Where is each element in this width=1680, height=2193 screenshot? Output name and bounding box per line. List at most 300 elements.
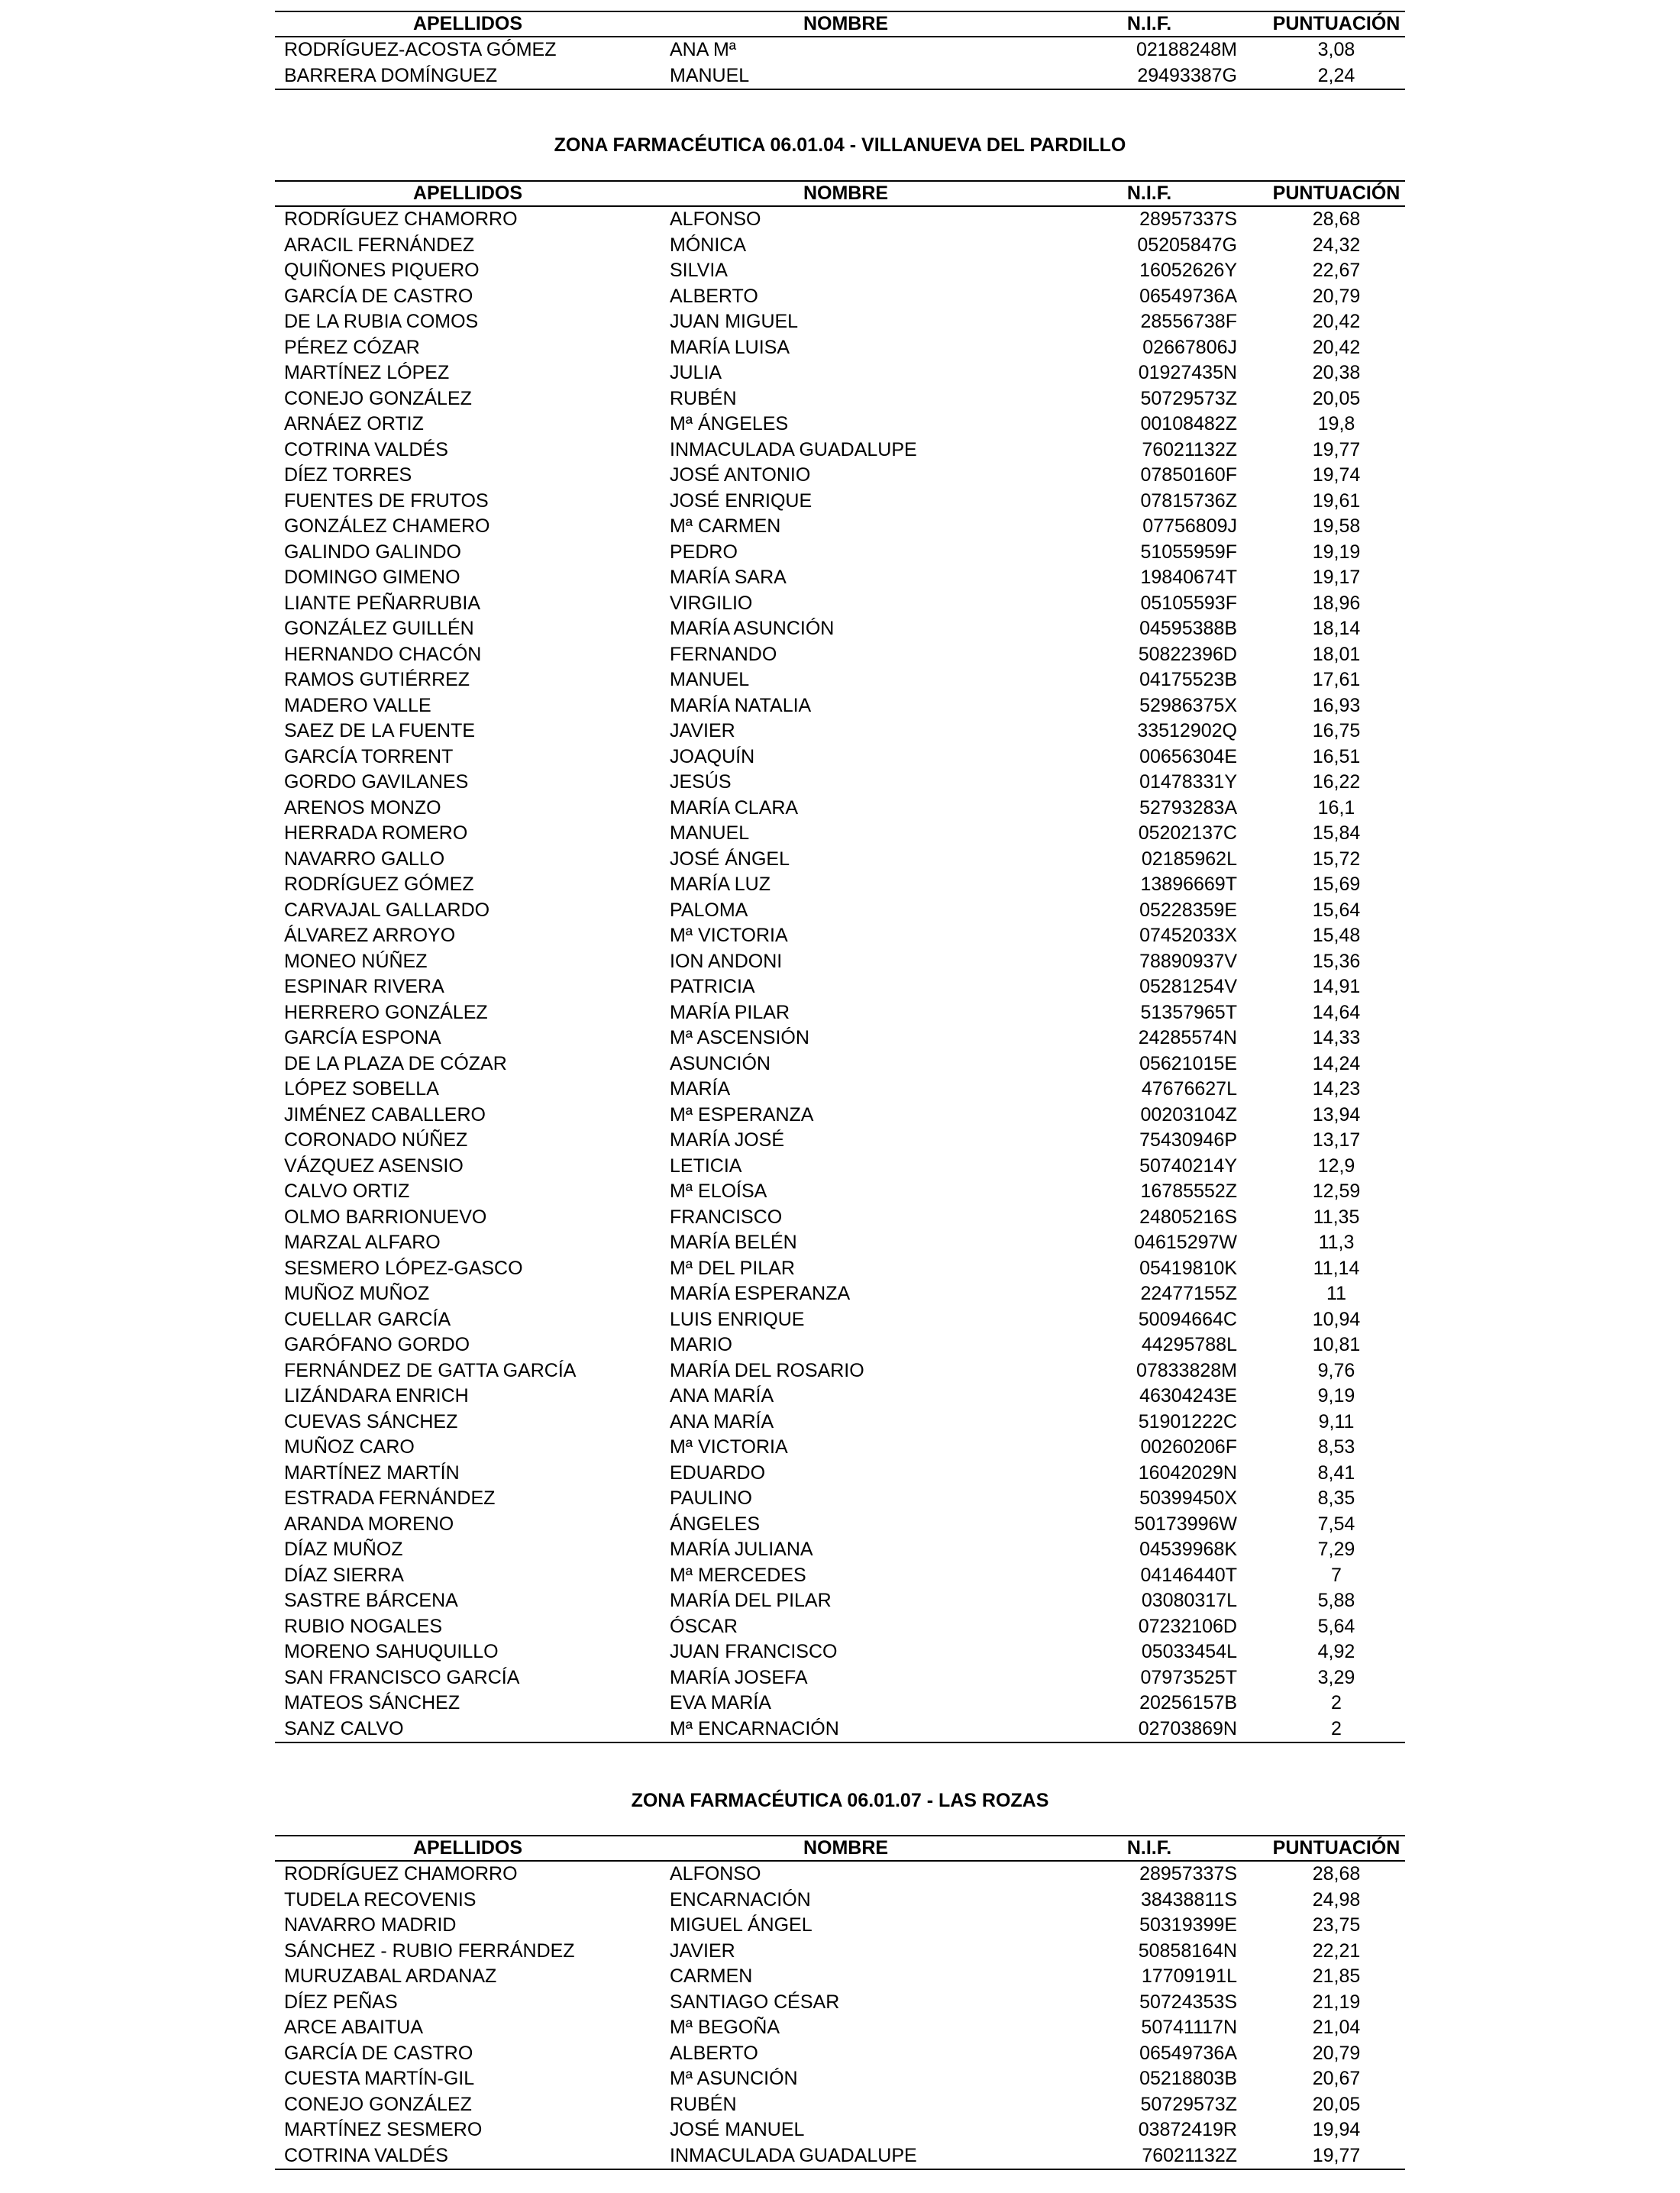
nif-cell: 07815736Z	[1140, 489, 1237, 512]
apellidos-cell: GALINDO GALINDO	[284, 541, 461, 563]
puntuacion-cell: 21,19	[1312, 1991, 1361, 2013]
nombre-cell: Mª CARMEN	[670, 515, 781, 537]
table-row	[275, 667, 1405, 693]
nif-cell: 06549736A	[1139, 285, 1237, 307]
puntuacion-cell: 18,14	[1312, 618, 1361, 639]
table-row	[275, 463, 1405, 489]
nif-cell: 06549736A	[1139, 2042, 1237, 2064]
table-row	[275, 1588, 1405, 1614]
puntuacion-cell: 20,42	[1312, 311, 1361, 332]
nif-cell: 01927435N	[1138, 362, 1237, 383]
puntuacion-cell: 8,35	[1317, 1487, 1355, 1509]
nombre-cell: MARIO	[670, 1334, 732, 1355]
nif-cell: 02667806J	[1142, 336, 1237, 358]
nombre-cell: ASUNCIÓN	[670, 1052, 771, 1074]
puntuacion-cell: 18,01	[1312, 643, 1361, 665]
nif-cell: 05033454L	[1141, 1641, 1237, 1662]
apellidos-cell: MATEOS SÁNCHEZ	[284, 1692, 460, 1713]
table-row	[275, 1230, 1405, 1256]
puntuacion-cell: 17,61	[1312, 669, 1361, 690]
table-row	[275, 770, 1405, 796]
nif-cell: 51901222C	[1138, 1410, 1237, 1432]
table-row	[275, 1205, 1405, 1231]
table-row	[275, 1435, 1405, 1461]
apellidos-cell: MONEO NÚÑEZ	[284, 950, 428, 972]
nif-cell: 24285574N	[1138, 1027, 1237, 1048]
header-nombre: NOMBRE	[661, 1836, 1031, 1861]
apellidos-cell: RUBIO NOGALES	[284, 1615, 442, 1637]
apellidos-cell: RAMOS GUTIÉRREZ	[284, 669, 470, 690]
nombre-cell: ENCARNACIÓN	[670, 1888, 811, 1910]
apellidos-cell: GARCÍA TORRENT	[284, 745, 454, 767]
nombre-cell: INMACULADA GUADALUPE	[670, 438, 917, 460]
puntuacion-cell: 28,68	[1312, 208, 1361, 230]
apellidos-cell: BARRERA DOMÍNGUEZ	[275, 63, 661, 90]
nif-cell: 00108482Z	[1140, 413, 1237, 434]
puntuacion-cell: 7,29	[1317, 1539, 1355, 1560]
puntuacion-cell: 24,32	[1312, 234, 1361, 256]
apellidos-cell: COTRINA VALDÉS	[284, 438, 448, 460]
table-row	[275, 1179, 1405, 1205]
puntuacion-cell: 12,59	[1312, 1180, 1361, 1202]
results-table-las-rozas	[275, 1835, 1405, 2170]
nif-cell: 07756809J	[1142, 515, 1237, 537]
puntuacion-cell: 19,77	[1268, 2143, 1405, 2170]
apellidos-cell: DE LA PLAZA DE CÓZAR	[284, 1052, 507, 1074]
apellidos-cell: QUIÑONES PIQUERO	[284, 260, 480, 281]
nif-cell: 16785552Z	[1140, 1180, 1237, 1202]
nombre-cell: PATRICIA	[670, 976, 755, 997]
table-row	[275, 233, 1405, 259]
nif-cell: 05281254V	[1139, 976, 1237, 997]
apellidos-cell: NAVARRO MADRID	[284, 1914, 457, 1936]
apellidos-cell: MARTÍNEZ SESMERO	[284, 2119, 483, 2140]
nombre-cell: JUAN MIGUEL	[670, 311, 799, 332]
nombre-cell: EVA MARÍA	[670, 1692, 771, 1713]
apellidos-cell: DÍAZ SIERRA	[284, 1564, 404, 1586]
nombre-cell: JOAQUÍN	[670, 745, 755, 767]
puntuacion-cell: 15,72	[1312, 848, 1361, 870]
puntuacion-cell: 16,22	[1312, 771, 1361, 793]
nif-cell: 50729573Z	[1140, 2093, 1237, 2115]
puntuacion-cell: 16,51	[1312, 745, 1361, 767]
puntuacion-cell: 20,79	[1312, 285, 1361, 307]
nombre-cell: VIRGILIO	[670, 592, 753, 614]
apellidos-cell: FUENTES DE FRUTOS	[284, 489, 489, 512]
nombre-cell: MARÍA ESPERANZA	[670, 1283, 851, 1304]
apellidos-cell: ARCE ABAITUA	[284, 2017, 423, 2038]
nif-cell: 07973525T	[1140, 1666, 1237, 1688]
header-nif: N.I.F.	[1031, 11, 1268, 37]
apellidos-cell: LÓPEZ SOBELLA	[284, 1078, 439, 1100]
nombre-cell: MARÍA DEL ROSARIO	[670, 1359, 864, 1381]
table-row	[275, 949, 1405, 975]
nif-cell: 20256157B	[1139, 1692, 1237, 1713]
nombre-cell: MARÍA JOSEFA	[670, 1666, 808, 1688]
nif-cell: 50724353S	[1139, 1991, 1237, 2013]
apellidos-cell: MORENO SAHUQUILLO	[284, 1641, 499, 1662]
nombre-cell: Mª MERCEDES	[670, 1564, 806, 1586]
nombre-cell: Mª BEGOÑA	[670, 2017, 780, 2038]
nif-cell: 05202137C	[1138, 822, 1237, 844]
apellidos-cell: SAEZ DE LA FUENTE	[284, 720, 476, 741]
table-row	[275, 821, 1405, 847]
nif-cell: 76021132Z	[1031, 2143, 1268, 2170]
table-row	[275, 1281, 1405, 1307]
nombre-cell: Mª DEL PILAR	[670, 1257, 795, 1279]
table-row	[275, 1077, 1405, 1103]
table-row	[275, 2143, 1405, 2170]
nif-cell: 01478331Y	[1139, 771, 1237, 793]
header-nif: N.I.F.	[1031, 1836, 1268, 1861]
nombre-cell: MIGUEL ÁNGEL	[670, 1914, 813, 1936]
table-row	[275, 309, 1405, 335]
table-row	[275, 438, 1405, 463]
apellidos-cell: DOMINGO GIMENO	[284, 567, 460, 588]
apellidos-cell: GONZÁLEZ GUILLÉN	[284, 618, 474, 639]
apellidos-cell: GORDO GAVILANES	[284, 771, 469, 793]
puntuacion-cell: 15,84	[1312, 822, 1361, 844]
table-row	[275, 565, 1405, 591]
puntuacion-cell: 2	[1268, 1717, 1405, 1743]
puntuacion-cell: 16,1	[1317, 796, 1355, 819]
puntuacion-cell: 5,88	[1317, 1590, 1355, 1611]
nombre-cell: FRANCISCO	[670, 1206, 783, 1228]
nif-cell: 52793283A	[1139, 796, 1237, 819]
puntuacion-cell: 24,98	[1312, 1888, 1361, 1910]
header-apellidos: APELLIDOS	[275, 11, 661, 37]
table-row	[275, 693, 1405, 719]
nombre-cell: RUBÉN	[670, 387, 737, 409]
puntuacion-cell: 14,33	[1312, 1027, 1361, 1048]
nif-cell: 50094664C	[1138, 1308, 1237, 1330]
nombre-cell: CARMEN	[670, 1965, 753, 1987]
puntuacion-cell: 16,93	[1312, 694, 1361, 716]
table-row	[275, 796, 1405, 822]
nif-cell: 07232106D	[1138, 1615, 1237, 1637]
puntuacion-cell: 20,05	[1312, 387, 1361, 409]
table-row	[275, 1563, 1405, 1589]
puntuacion-cell: 15,64	[1312, 899, 1361, 921]
apellidos-cell: NAVARRO GALLO	[284, 848, 445, 870]
table-row	[275, 258, 1405, 284]
table-row	[275, 1614, 1405, 1640]
nombre-cell: JOSÉ ANTONIO	[670, 464, 811, 486]
nombre-cell: JUAN FRANCISCO	[670, 1641, 838, 1662]
nif-cell: 17709191L	[1141, 1965, 1237, 1987]
table-header-row	[275, 1836, 1405, 1861]
puntuacion-cell: 21,85	[1312, 1965, 1361, 1987]
nif-cell: 04595388B	[1139, 618, 1237, 639]
apellidos-cell: CUEVAS SÁNCHEZ	[284, 1410, 458, 1432]
nombre-cell: MARÍA JULIANA	[670, 1539, 813, 1560]
nombre-cell: ANA Mª	[670, 39, 737, 60]
nif-cell: 51357965T	[1140, 1001, 1237, 1023]
nombre-cell: JOSÉ ENRIQUE	[670, 489, 813, 512]
nif-cell: 05621015E	[1139, 1052, 1237, 1074]
apellidos-cell: SASTRE BÁRCENA	[284, 1590, 458, 1611]
apellidos-cell: GARÓFANO GORDO	[284, 1334, 470, 1355]
nif-cell: 50741117N	[1141, 2017, 1237, 2038]
nombre-cell: JULIA	[670, 362, 722, 383]
puntuacion-cell: 19,58	[1312, 515, 1361, 537]
nif-cell: 52986375X	[1139, 694, 1237, 716]
apellidos-cell: GARCÍA ESPONA	[284, 1027, 441, 1048]
table-row	[275, 1307, 1405, 1333]
puntuacion-cell: 11	[1326, 1283, 1346, 1304]
apellidos-cell: GONZÁLEZ CHAMERO	[284, 515, 490, 537]
puntuacion-cell: 7,54	[1317, 1513, 1355, 1535]
puntuacion-cell: 3,29	[1317, 1666, 1355, 1688]
table-row	[275, 1410, 1405, 1436]
puntuacion-cell: 10,94	[1312, 1308, 1361, 1330]
puntuacion-cell: 8,41	[1317, 1461, 1355, 1484]
nif-cell: 00656304E	[1139, 745, 1237, 767]
puntuacion-cell: 14,64	[1312, 1001, 1361, 1023]
table-row	[275, 1000, 1405, 1026]
table-row	[275, 514, 1405, 540]
apellidos-cell: ARNÁEZ ORTIZ	[284, 413, 424, 434]
puntuacion-cell: 11,35	[1313, 1206, 1360, 1228]
apellidos-cell: MUÑOZ MUÑOZ	[284, 1283, 430, 1304]
nif-cell: 28556738F	[1140, 311, 1237, 332]
nif-cell: 75430946P	[1139, 1129, 1237, 1151]
puntuacion-cell: 9,19	[1317, 1385, 1355, 1407]
nombre-cell: Mª ESPERANZA	[670, 1103, 814, 1126]
apellidos-cell: CUESTA MARTÍN-GIL	[284, 2068, 475, 2089]
table-row	[275, 1913, 1405, 1939]
nombre-cell: PEDRO	[670, 541, 738, 563]
apellidos-cell: OLMO BARRIONUEVO	[284, 1206, 487, 1228]
apellidos-cell: GARCÍA DE CASTRO	[284, 285, 473, 307]
apellidos-cell: DÍEZ PEÑAS	[284, 1991, 398, 2013]
table-row	[275, 2041, 1405, 2067]
apellidos-cell: CUELLAR GARCÍA	[284, 1308, 451, 1330]
puntuacion-cell: 12,9	[1317, 1155, 1355, 1177]
header-nif: N.I.F.	[1031, 181, 1268, 206]
nombre-cell: MARÍA CLARA	[670, 796, 799, 819]
nombre-cell: FERNANDO	[670, 643, 777, 665]
puntuacion-cell: 11,3	[1318, 1232, 1355, 1253]
table-row	[275, 2092, 1405, 2118]
nombre-cell: MARÍA JOSÉ	[670, 1129, 785, 1151]
nombre-cell: Mª ELOÍSA	[670, 1180, 767, 1202]
puntuacion-cell: 19,19	[1312, 541, 1361, 563]
apellidos-cell: SAN FRANCISCO GARCÍA	[284, 1666, 520, 1688]
table-row	[275, 63, 1405, 90]
table-row	[275, 1537, 1405, 1563]
table-row	[275, 284, 1405, 310]
apellidos-cell: TUDELA RECOVENIS	[284, 1888, 477, 1910]
apellidos-cell: SÁNCHEZ - RUBIO FERRÁNDEZ	[284, 1939, 575, 1962]
apellidos-cell: ÁLVAREZ ARROYO	[284, 925, 456, 946]
nombre-cell: PALOMA	[670, 899, 748, 921]
table-row	[275, 1717, 1405, 1743]
nombre-cell: MARÍA BELÉN	[670, 1232, 797, 1253]
apellidos-cell: MADERO VALLE	[284, 694, 431, 716]
table-row	[275, 1964, 1405, 1990]
nif-cell: 04539968K	[1139, 1539, 1237, 1560]
puntuacion-cell: 11,14	[1313, 1257, 1360, 1279]
nombre-cell: INMACULADA GUADALUPE	[661, 2143, 1031, 2170]
puntuacion-cell: 4,92	[1317, 1641, 1355, 1662]
nif-cell: 29493387G	[1031, 63, 1268, 90]
apellidos-cell: ESPINAR RIVERA	[284, 976, 444, 997]
table-row	[275, 2015, 1405, 2041]
table-row	[275, 360, 1405, 386]
nombre-cell: Mª ASCENSIÓN	[670, 1027, 809, 1048]
nombre-cell: ALFONSO	[670, 1863, 761, 1885]
apellidos-cell: DE LA RUBIA COMOS	[284, 311, 479, 332]
nif-cell: 03872419R	[1138, 2119, 1237, 2140]
nombre-cell: JAVIER	[670, 1939, 735, 1962]
table-row	[275, 1861, 1405, 1888]
puntuacion-cell: 20,42	[1312, 336, 1361, 358]
nif-cell: 46304243E	[1139, 1385, 1237, 1407]
puntuacion-cell: 7	[1331, 1564, 1342, 1586]
nif-cell: 50740214Y	[1139, 1155, 1237, 1177]
puntuacion-cell: 20,38	[1312, 362, 1361, 383]
nif-cell: 07833828M	[1136, 1359, 1237, 1381]
apellidos-cell: HERRADA ROMERO	[284, 822, 468, 844]
apellidos-cell: RODRÍGUEZ CHAMORRO	[284, 1863, 518, 1885]
nif-cell: 78890937V	[1139, 950, 1237, 972]
nombre-cell: MARÍA	[670, 1078, 731, 1100]
apellidos-cell: MARZAL ALFARO	[284, 1232, 441, 1253]
puntuacion-cell: 14,91	[1312, 976, 1361, 997]
puntuacion-cell: 13,94	[1312, 1103, 1361, 1126]
nombre-cell: Mª ÁNGELES	[670, 413, 789, 434]
apellidos-cell: HERNANDO CHACÓN	[284, 643, 482, 665]
apellidos-cell: CONEJO GONZÁLEZ	[284, 387, 472, 409]
nombre-cell: Mª ASUNCIÓN	[670, 2068, 798, 2089]
apellidos-cell: GARCÍA DE CASTRO	[284, 2042, 473, 2064]
puntuacion-cell: 16,75	[1312, 720, 1361, 741]
nif-cell: 38438811S	[1140, 1888, 1237, 1910]
nif-cell: 07452033X	[1139, 925, 1237, 946]
nombre-cell: MARÍA SARA	[670, 567, 787, 588]
puntuacion-cell: 18,96	[1312, 592, 1361, 614]
header-nombre: NOMBRE	[661, 11, 1031, 37]
table-row	[275, 540, 1405, 566]
header-puntuacion: PUNTUACIÓN	[1268, 11, 1405, 37]
apellidos-cell: CONEJO GONZÁLEZ	[284, 2093, 472, 2115]
table-row	[275, 1990, 1405, 2016]
puntuacion-cell: 9,11	[1318, 1410, 1355, 1432]
puntuacion-cell: 20,67	[1312, 2068, 1361, 2089]
header-puntuacion: PUNTUACIÓN	[1268, 181, 1405, 206]
apellidos-cell: VÁZQUEZ ASENSIO	[284, 1155, 464, 1177]
nombre-cell: Mª ENCARNACIÓN	[661, 1717, 1031, 1743]
header-nombre: NOMBRE	[661, 181, 1031, 206]
nombre-cell: SILVIA	[670, 260, 728, 281]
table-row	[275, 1512, 1405, 1538]
zone-title-las-rozas: ZONA FARMACÉUTICA 06.01.07 - LAS ROZAS	[631, 1790, 1049, 1811]
header-puntuacion: PUNTUACIÓN	[1268, 1836, 1405, 1861]
nombre-cell: MARÍA DEL PILAR	[670, 1590, 832, 1611]
puntuacion-cell: 3,08	[1317, 39, 1355, 60]
puntuacion-cell: 28,68	[1312, 1863, 1361, 1885]
table-row	[275, 872, 1405, 898]
table-row	[275, 1939, 1405, 1965]
nif-cell: 04615297W	[1134, 1232, 1237, 1253]
table-row	[275, 1384, 1405, 1410]
apellidos-cell: CORONADO NÚÑEZ	[284, 1129, 468, 1151]
nif-cell: 00203104Z	[1140, 1103, 1237, 1126]
nif-cell: 76021132Z	[1142, 438, 1237, 460]
nif-cell: 00260206F	[1140, 1436, 1237, 1458]
apellidos-cell: DÍEZ TORRES	[284, 464, 412, 486]
nif-cell: 05105593F	[1140, 592, 1237, 614]
puntuacion-cell: 20,79	[1312, 2042, 1361, 2064]
nif-cell: 28957337S	[1139, 208, 1237, 230]
nif-cell: 44295788L	[1141, 1334, 1237, 1355]
apellidos-cell: HERRERO GONZÁLEZ	[284, 1001, 488, 1023]
puntuacion-cell: 22,21	[1312, 1939, 1361, 1962]
table-row	[275, 489, 1405, 515]
table-row	[275, 898, 1405, 924]
apellidos-cell: RODRÍGUEZ GÓMEZ	[284, 874, 474, 895]
table-row	[275, 1332, 1405, 1358]
nombre-cell: MANUEL	[670, 822, 750, 844]
puntuacion-cell: 15,36	[1312, 950, 1361, 972]
apellidos-cell: FERNÁNDEZ DE GATTA GARCÍA	[284, 1359, 577, 1381]
nombre-cell: MARÍA NATALIA	[670, 694, 812, 716]
nif-cell: 05218803B	[1139, 2068, 1237, 2089]
table-row	[275, 1888, 1405, 1914]
apellidos-cell: LIANTE PEÑARRUBIA	[284, 592, 481, 614]
table-row	[275, 206, 1405, 233]
table-header-row	[275, 181, 1405, 206]
puntuacion-cell: 5,64	[1317, 1615, 1355, 1637]
zone-title-villanueva: ZONA FARMACÉUTICA 06.01.04 - VILLANUEVA DEL PARDILLO	[554, 134, 1126, 156]
puntuacion-cell: 19,94	[1312, 2119, 1361, 2140]
table-row	[275, 2066, 1405, 2092]
nif-cell: 03080317L	[1141, 1590, 1237, 1611]
puntuacion-cell: 20,05	[1312, 2093, 1361, 2115]
nif-cell: 07850160F	[1140, 464, 1237, 486]
table-row	[275, 1025, 1405, 1051]
results-table-villanueva	[275, 180, 1405, 1743]
puntuacion-cell: 19,17	[1312, 567, 1361, 588]
nombre-cell: ALBERTO	[670, 2042, 758, 2064]
nombre-cell: ANA MARÍA	[670, 1410, 774, 1432]
nif-cell: 50319399E	[1139, 1914, 1237, 1936]
table-row	[275, 37, 1405, 63]
nif-cell: 24805216S	[1139, 1206, 1237, 1228]
nombre-cell: EDUARDO	[670, 1461, 766, 1484]
nombre-cell: ANA MARÍA	[670, 1385, 774, 1407]
apellidos-cell: JIMÉNEZ CABALLERO	[284, 1103, 486, 1126]
table-row	[275, 1461, 1405, 1487]
puntuacion-cell: 23,75	[1312, 1914, 1361, 1936]
table-row	[275, 591, 1405, 617]
apellidos-cell: MARTÍNEZ MARTÍN	[284, 1461, 460, 1484]
table-row	[275, 1154, 1405, 1180]
nif-cell: 05419810K	[1139, 1257, 1237, 1279]
puntuacion-cell: 2	[1331, 1692, 1342, 1713]
apellidos-cell: SANZ CALVO	[275, 1717, 661, 1743]
nif-cell: 28957337S	[1139, 1863, 1237, 1885]
table-row	[275, 1256, 1405, 1282]
apellidos-cell: ARANDA MORENO	[284, 1513, 454, 1535]
results-table-1	[275, 11, 1405, 90]
puntuacion-cell: 19,74	[1312, 464, 1361, 486]
nif-cell: 50173996W	[1134, 1513, 1237, 1535]
apellidos-cell: ESTRADA FERNÁNDEZ	[284, 1487, 496, 1509]
puntuacion-cell: 15,69	[1312, 874, 1361, 895]
nif-cell: 04175523B	[1139, 669, 1237, 690]
